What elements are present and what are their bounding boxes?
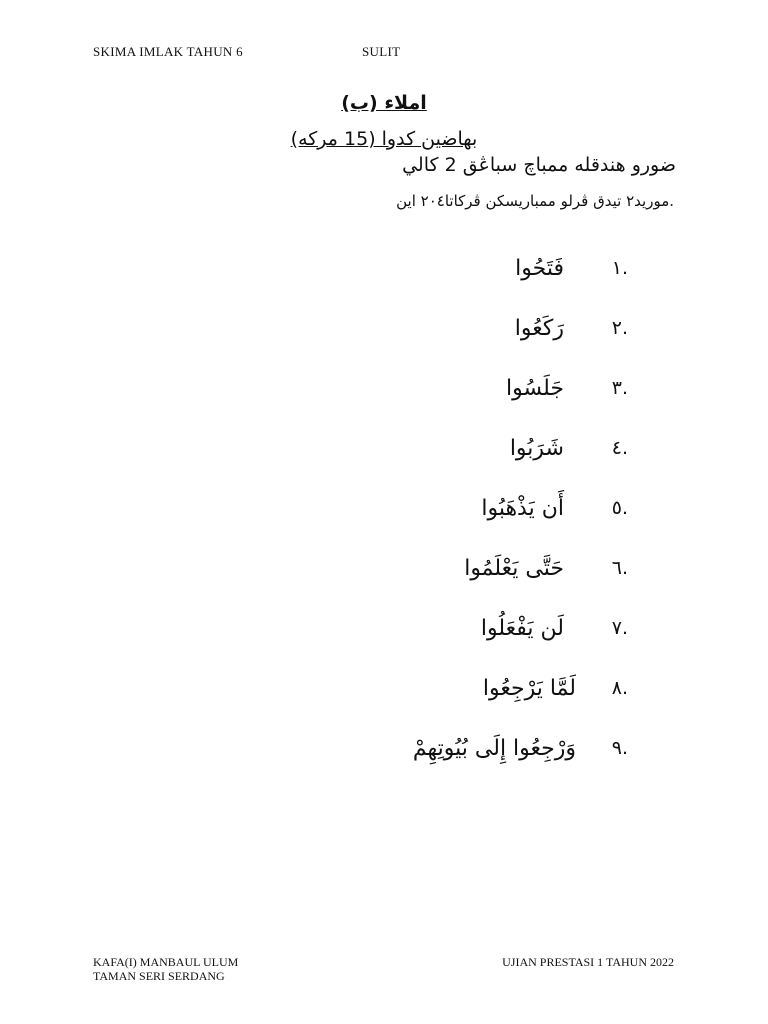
answer-word: أَن يَذْهَبُوا <box>481 495 564 521</box>
header-school-scheme: SKIMA IMLAK TAHUN 6 <box>93 44 243 59</box>
answer-number: .٢ <box>611 317 628 339</box>
answer-number: .٨ <box>611 677 628 699</box>
answer-word: لَن يَفْعَلُوا <box>480 615 564 641</box>
answer-item-5 <box>228 488 628 528</box>
answer-number: .٥ <box>611 497 628 519</box>
answer-word: رَكَعُوا <box>514 315 564 341</box>
answer-word: وَرْجِعُوا إِلَى بُيُوتِهِمْ <box>412 735 576 761</box>
answer-number: .١ <box>611 257 628 279</box>
answer-item-2 <box>228 308 628 348</box>
answer-item-9 <box>228 728 628 768</box>
answer-item-4 <box>228 428 628 468</box>
answer-item-8 <box>228 668 628 708</box>
answer-number: .٤ <box>611 437 628 459</box>
answer-word: جَلَسُوا <box>506 375 564 401</box>
instruction-line-1: ضورو هندقله ممباچ سباڠق 2 كالي <box>402 154 676 176</box>
answer-number: .٣ <box>611 377 628 399</box>
section-title: املاء (ب) <box>341 92 427 114</box>
footer-school-name: KAFA(I) MANBAUL ULUM <box>93 955 239 969</box>
answer-item-3 <box>228 368 628 408</box>
answer-word: لَمَّا يَرْجِعُوا <box>482 675 576 701</box>
answer-word: فَتَحُوا <box>515 255 564 281</box>
footer-school <box>93 955 238 983</box>
section-subtitle: بهاضين كدوا (15 مركه) <box>290 128 478 150</box>
answer-number: .٧ <box>611 617 628 639</box>
answer-item-7 <box>228 608 628 648</box>
answer-word: شَرَبُوا <box>509 435 564 461</box>
answer-item-1 <box>228 248 628 288</box>
answer-number: .٦ <box>611 557 628 579</box>
answer-item-6 <box>228 548 628 588</box>
footer-school-location: TAMAN SERI SERDANG <box>93 969 225 983</box>
answer-number: .٩ <box>611 737 628 759</box>
header-confidential: SULIT <box>362 44 401 59</box>
answer-word: حَتَّى يَعْلَمُوا <box>464 555 564 581</box>
footer-exam-name: UJIAN PRESTASI 1 TAHUN 2022 <box>502 955 674 969</box>
instruction-line-2: .موريد٢ تيدق ڤرلو ممباريسكن ڤركاتا٢٠٤ اين <box>396 192 674 210</box>
